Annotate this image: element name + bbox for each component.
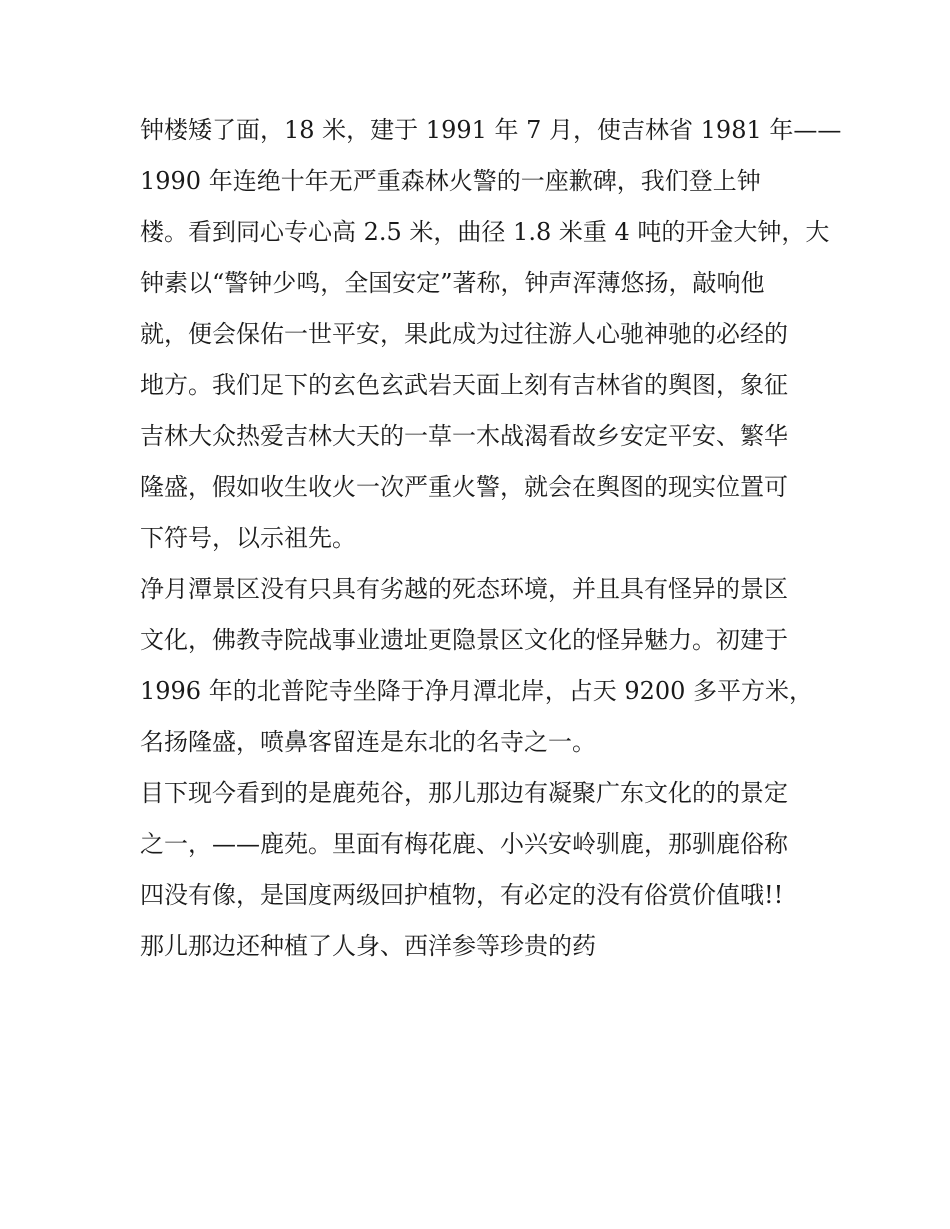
- paragraph-jingyuetan-culture: [140, 564, 820, 768]
- text-line: 钟素以“警钟少鸣，全国安定”著称，钟声浑薄悠扬，敲响他: [140, 269, 765, 297]
- text-line: 地方。我们足下的玄色玄武岩天面上刻有吉林省的舆图，象征: [140, 371, 788, 399]
- paragraph-bell-tower: [140, 105, 842, 564]
- text-line: 之一，——鹿苑。里面有梅花鹿、小兴安岭驯鹿，那驯鹿俗称: [140, 830, 788, 858]
- text-line: 那儿那边还种植了人身、西洋参等珍贵的药: [140, 932, 596, 960]
- text-line: 就，便会保佑一世平安，果此成为过往游人心驰神驰的必经的: [140, 320, 788, 348]
- text-line: 1990 年连绝十年无严重森林火警的一座歉碑，我们登上钟: [140, 167, 761, 195]
- text-line: 净月潭景区没有只具有劣越的死态环境，并且具有怪异的景区: [140, 575, 788, 603]
- paragraph-deer-park: [140, 768, 820, 972]
- text-line: 隆盛，假如收生收火一次严重火警，就会在舆图的现实位置可: [140, 473, 788, 501]
- text-line: 楼。看到同心专心高 2.5 米，曲径 1.8 米重 4 吨的开金大钟，大: [140, 218, 830, 246]
- text-line: 名扬隆盛，喷鼻客留连是东北的名寺之一。: [140, 728, 596, 756]
- text-line: 下符号，以示祖先。: [140, 524, 356, 552]
- text-line: 文化，佛教寺院战事业遗址更隐景区文化的怪异魅力。初建于: [140, 626, 788, 654]
- text-line: 四没有像，是国度两级回护植物，有必定的没有俗赏价值哦!!: [140, 881, 784, 909]
- text-line: 吉林大众热爱吉林大天的一草一木战渴看故乡安定平安、繁华: [140, 422, 788, 450]
- text-line: 钟楼矮了面，18 米，建于 1991 年 7 月，使吉林省 1981 年——: [140, 116, 842, 144]
- document-body: [140, 105, 842, 972]
- text-line: 目下现今看到的是鹿苑谷，那儿那边有凝聚广东文化的的景定: [140, 779, 788, 807]
- text-line: 1996 年的北普陀寺坐降于净月潭北岸，占天 9200 多平方米，: [140, 677, 814, 705]
